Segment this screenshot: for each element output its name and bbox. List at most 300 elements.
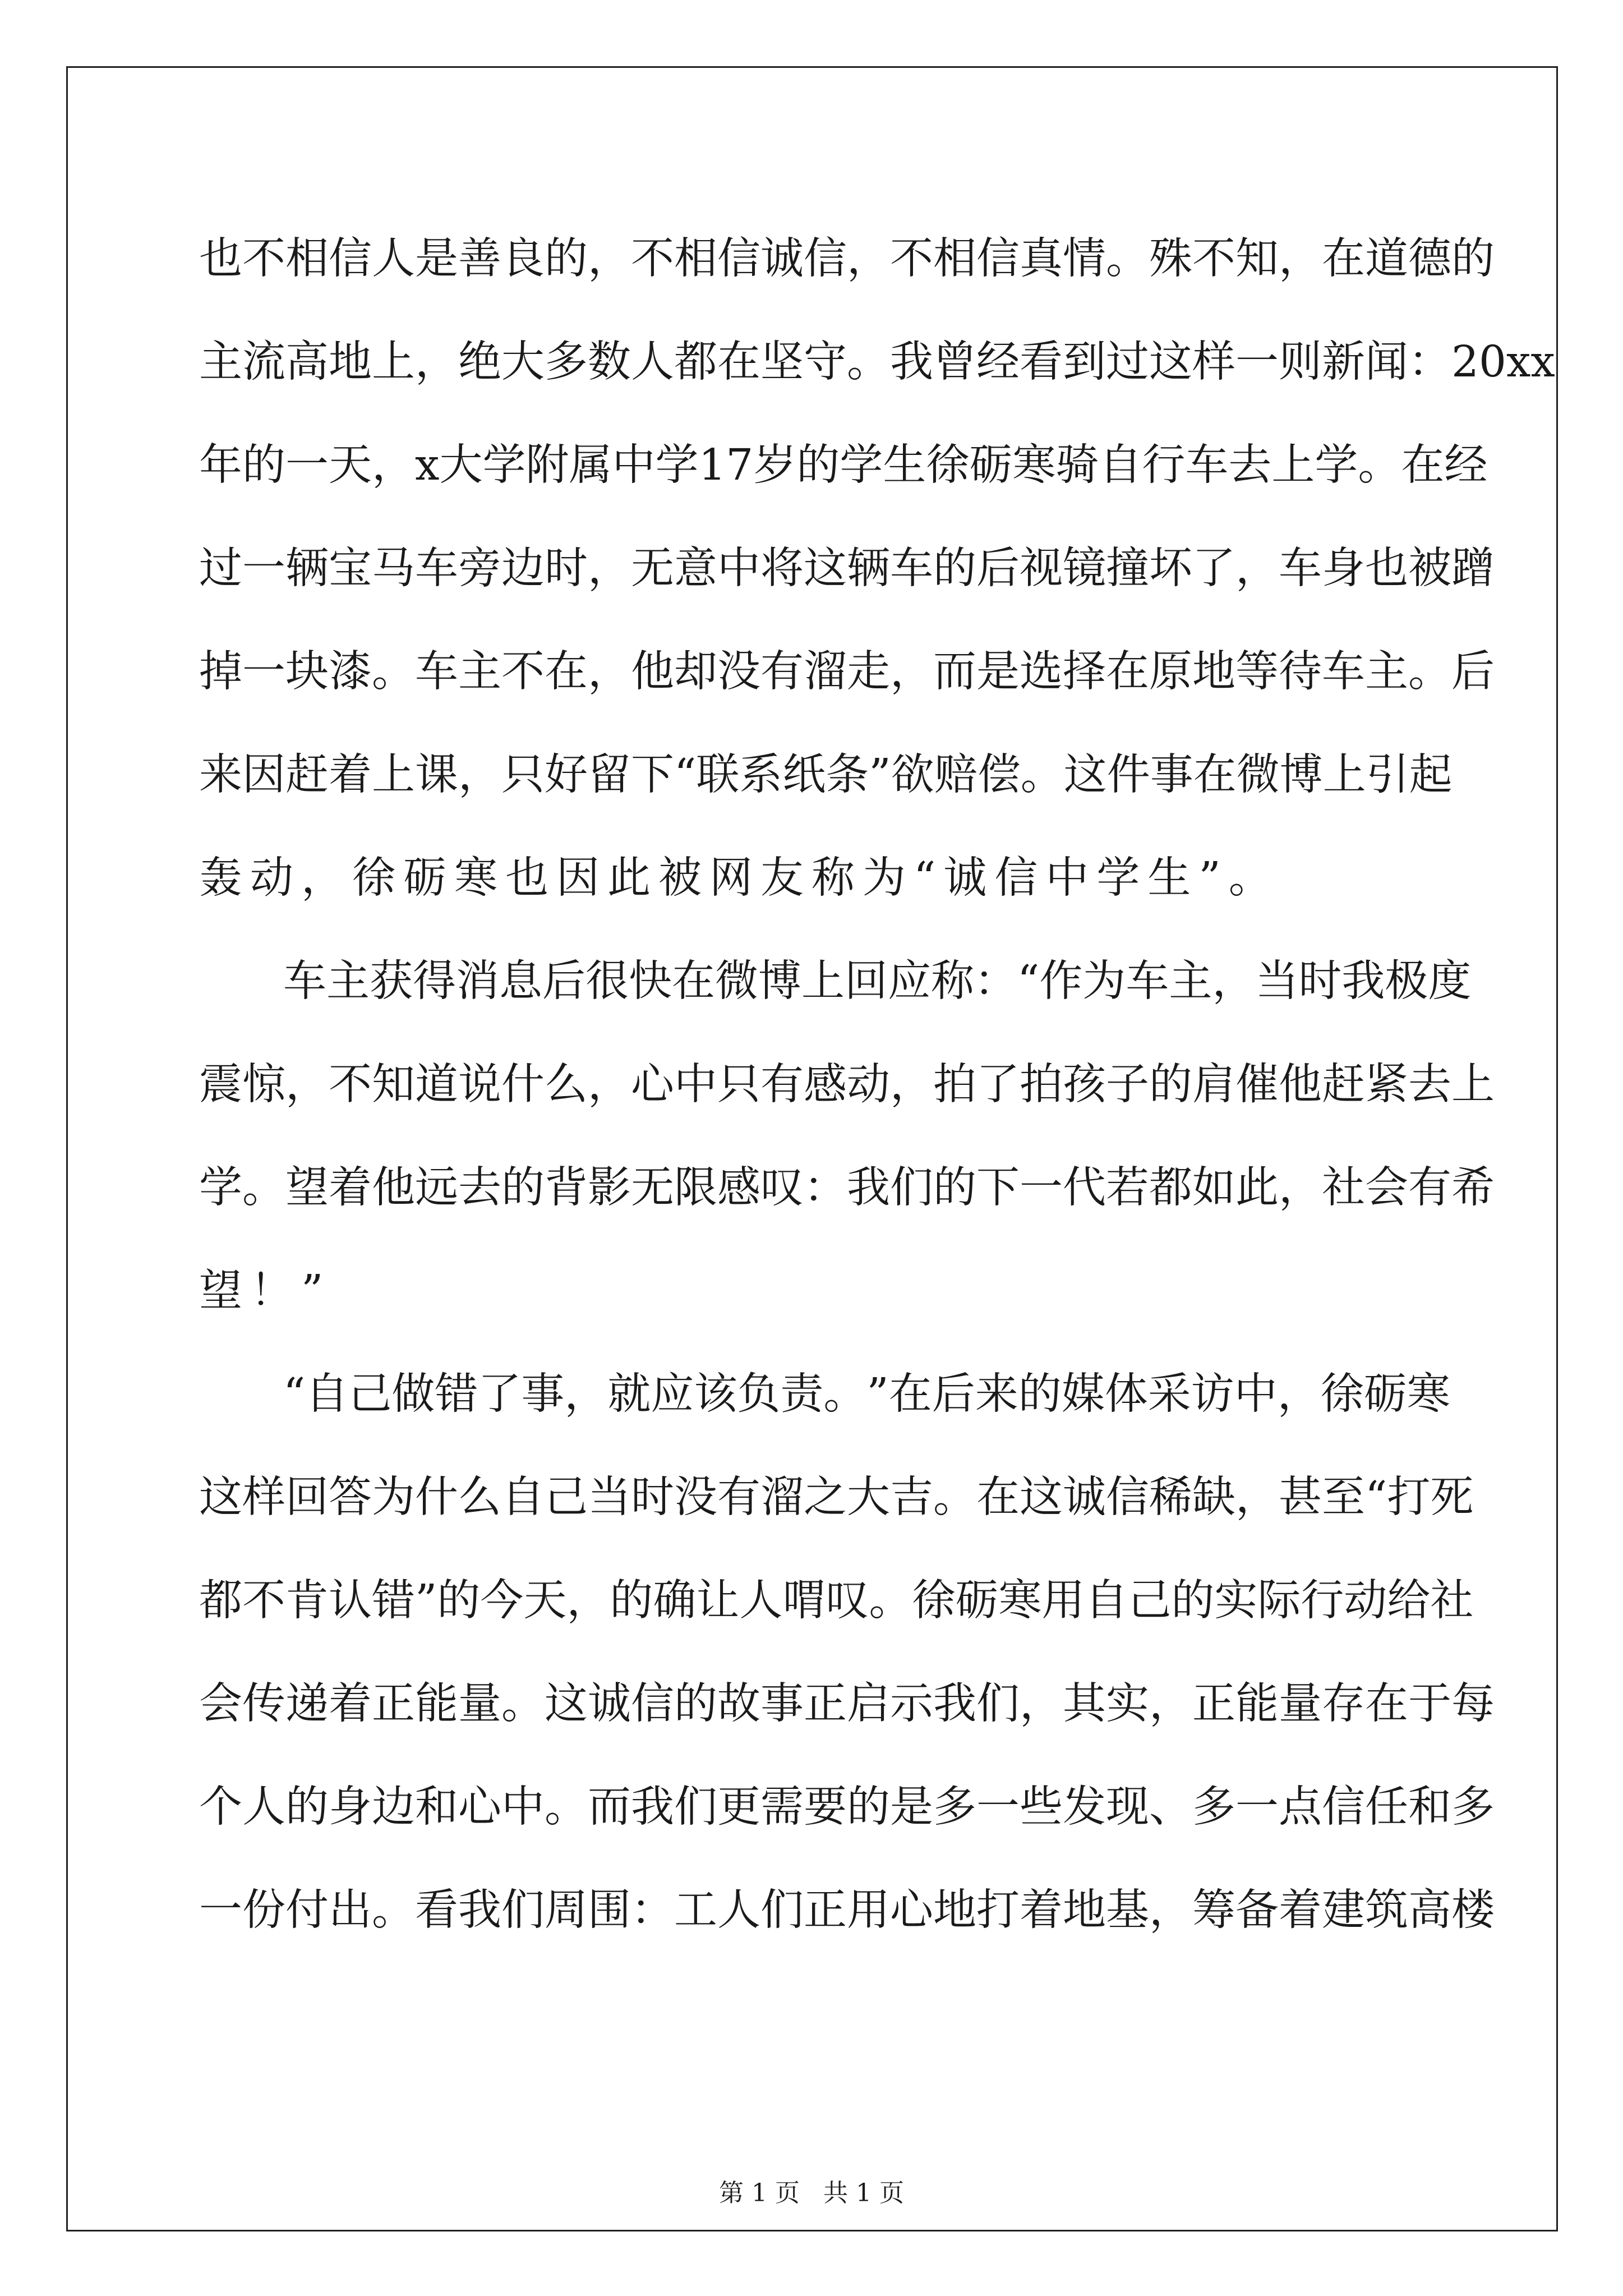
text-char: 回 (285, 1473, 329, 1522)
text-char: 孩 (1063, 1060, 1106, 1110)
text-char: 人 (242, 1782, 285, 1832)
text-char: 的 (1451, 234, 1495, 284)
text-char: 高 (285, 337, 329, 387)
text-char: 叹 (760, 1163, 804, 1213)
text-char: 撞 (1106, 544, 1149, 593)
text-char: 的 (610, 1576, 653, 1626)
text-char: 我 (631, 1782, 674, 1832)
text-char: 甚 (1279, 1473, 1322, 1522)
text-char: 学 (482, 440, 526, 490)
text-char: 原 (1149, 647, 1192, 697)
text-char: 一 (199, 1885, 242, 1935)
text-char: ， (458, 750, 501, 800)
text-char: 在 (976, 1473, 1020, 1522)
text-char: 高 (1408, 1885, 1451, 1935)
text-char: 大 (501, 337, 545, 387)
text-char: 就 (607, 1369, 651, 1419)
text-char: 信 (976, 234, 1020, 284)
text-char: 这 (545, 1679, 588, 1729)
text-char: 徐 (926, 440, 970, 490)
text-char: 辆 (285, 544, 329, 593)
text-char: 大 (847, 1473, 890, 1522)
text-char: 心 (458, 1782, 501, 1832)
text-char: “ (1365, 1473, 1387, 1522)
text-char: 能 (415, 1679, 458, 1729)
text-char: 份 (242, 1885, 285, 1935)
text-char: 块 (285, 647, 329, 697)
text-char: 诚 (588, 1679, 631, 1729)
text-char: 际 (1257, 1576, 1301, 1626)
text-char: 择 (1063, 647, 1106, 697)
text-char: 等 (1235, 647, 1279, 697)
text-char: 拍 (1020, 1060, 1063, 1110)
text-char: 多 (1451, 1782, 1495, 1832)
text-char: “ (283, 1369, 306, 1419)
text-char: 事 (1150, 750, 1193, 800)
text-char: 需 (760, 1782, 804, 1832)
text-char: 良 (501, 234, 545, 284)
text-char: 主 (1169, 956, 1212, 1006)
text-char: 信 (804, 234, 847, 284)
text-char: 中 (612, 440, 656, 490)
text-char: 自 (501, 1473, 545, 1522)
text-char: 着 (1020, 1885, 1063, 1935)
text-char: 的 (933, 544, 976, 593)
text-char: 漆 (329, 647, 372, 697)
text-char: 的 (933, 1163, 976, 1213)
text-char: 上 (372, 750, 415, 800)
text-char: ， (588, 1060, 631, 1110)
text-char: 现 (1106, 1782, 1149, 1832)
text-char: 看 (1020, 337, 1063, 387)
text-char: 相 (933, 234, 976, 284)
text-char: 递 (285, 1679, 329, 1729)
text-char: 在 (672, 956, 715, 1006)
text-char: 信 (631, 1679, 674, 1729)
text-char: 信 (1322, 1782, 1365, 1832)
text-char: 自 (1085, 1576, 1128, 1626)
text-char: 快 (629, 956, 672, 1006)
text-char: 一 (242, 544, 285, 593)
text-char: ， (1235, 1473, 1279, 1522)
text-char: 个 (199, 1782, 242, 1832)
text-line (199, 517, 1495, 620)
text-char: 砺 (1363, 1369, 1407, 1419)
text-char: 们 (976, 1679, 1020, 1729)
text-char: 缺 (1192, 1473, 1235, 1522)
text-char: 子 (1106, 1060, 1149, 1110)
text-char: 事 (521, 1369, 565, 1419)
text-char: 样 (1192, 337, 1235, 387)
text-char: 用 (1041, 1576, 1085, 1626)
text-line-content: 望！” (199, 1266, 331, 1316)
text-char: 砺 (955, 1576, 999, 1626)
text-char: 们 (760, 1885, 804, 1935)
text-char: 信 (1106, 1473, 1149, 1522)
text-char: 辆 (847, 544, 890, 593)
text-char: 诚 (760, 234, 804, 284)
text-char: 确 (653, 1576, 697, 1626)
text-line (199, 930, 1472, 1033)
text-char: 样 (242, 1473, 285, 1522)
text-char: 么 (545, 1060, 588, 1110)
text-char: 赔 (934, 750, 978, 800)
text-char: 此 (1235, 1163, 1279, 1213)
text-char: 将 (760, 544, 804, 593)
text-char: 的 (545, 234, 588, 284)
text-char: 很 (585, 956, 629, 1006)
text-char: 这 (1063, 750, 1107, 800)
text-char: 相 (674, 234, 717, 284)
text-char: 动 (1344, 1576, 1387, 1626)
text-char: 上 (1322, 750, 1366, 800)
text-char: 什 (415, 1473, 458, 1522)
text-char: 示 (890, 1679, 933, 1729)
text-char: 被 (1408, 544, 1451, 593)
text-char: 这 (1149, 337, 1192, 387)
text-char: 社 (1322, 1163, 1365, 1213)
text-char: 天 (523, 1576, 567, 1626)
text-char: 回 (845, 956, 888, 1006)
text-char: 。 (372, 1885, 415, 1935)
text-char: 的 (847, 1782, 890, 1832)
text-char: 多 (933, 1782, 976, 1832)
text-char: 都 (674, 337, 717, 387)
text-char: 喟 (782, 1576, 826, 1626)
text-char: 正 (804, 1679, 847, 1729)
text-line (199, 827, 1430, 930)
text-char: 后 (976, 544, 1020, 593)
text-char: 人 (372, 234, 415, 284)
text-char: 岁 (753, 440, 797, 490)
text-char: 要 (804, 1782, 847, 1832)
text-line (199, 208, 1495, 311)
text-char: 正 (804, 1885, 847, 1935)
text-line (199, 311, 1555, 414)
text-char: 没 (674, 1473, 717, 1522)
text-char: 于 (1408, 1679, 1451, 1729)
text-char: 不 (890, 234, 933, 284)
text-line (199, 1033, 1495, 1137)
text-char: 车 (415, 647, 458, 697)
text-char: “ (1017, 956, 1040, 1006)
text-char: 地 (1192, 647, 1235, 697)
text-char: 让 (696, 1576, 740, 1626)
text-char: 量 (458, 1679, 501, 1729)
text-char: x (415, 440, 440, 490)
text-char: 故 (717, 1679, 760, 1729)
text-char: ， (847, 234, 890, 284)
text-char: 催 (1235, 1060, 1279, 1110)
text-char: 当 (1255, 956, 1299, 1006)
text-char: 影 (588, 1163, 631, 1213)
text-char: 说 (458, 1060, 501, 1110)
text-char: 上 (372, 337, 415, 387)
text-char: ” (869, 750, 891, 800)
text-char: 的 (1149, 1060, 1192, 1110)
text-char: 视 (1020, 544, 1063, 593)
text-char: 的 (285, 1782, 329, 1832)
text-char: 相 (285, 234, 329, 284)
text-char: 不 (1192, 234, 1235, 284)
text-char: 在 (1322, 234, 1365, 284)
text-char: 后 (932, 1369, 975, 1419)
text-char: 条 (826, 750, 869, 800)
text-char: 道 (1365, 234, 1408, 284)
text-char: 他 (1279, 1060, 1322, 1110)
text-char: 。 (545, 1782, 588, 1832)
text-char: 惊 (242, 1060, 285, 1110)
text-char: 中 (674, 1060, 717, 1110)
text-char: 。 (1106, 234, 1149, 284)
page-number: 第 1 页 (719, 2179, 800, 2207)
text-char: 。 (1020, 750, 1064, 800)
text-char: 待 (1279, 647, 1322, 697)
text-char: 我 (890, 337, 933, 387)
text-char: 系 (739, 750, 783, 800)
text-char: 采 (1147, 1369, 1191, 1419)
text-char: ” (415, 1576, 437, 1626)
text-char: 上 (801, 956, 845, 1006)
text-char: 己 (545, 1473, 588, 1522)
text-char: 20xx (1451, 337, 1555, 387)
text-char: 身 (329, 1782, 372, 1832)
text-char: 。 (847, 337, 890, 387)
text-char: 主 (458, 647, 501, 697)
text-char: 为 (1082, 956, 1126, 1006)
text-char: ， (1279, 234, 1322, 284)
text-char: 。 (869, 1576, 912, 1626)
text-char: 而 (933, 647, 976, 697)
text-char: 这 (804, 544, 847, 593)
text-char: 只 (717, 1060, 760, 1110)
text-char: 有 (760, 1060, 804, 1110)
text-char: 去 (458, 1163, 501, 1213)
text-char: 远 (415, 1163, 458, 1213)
text-char: 车 (1279, 544, 1322, 593)
text-char: 楼 (1451, 1885, 1495, 1935)
text-char: 量 (1279, 1679, 1322, 1729)
text-char: 人 (717, 1885, 760, 1935)
text-char: 稀 (1149, 1473, 1192, 1522)
text-char: 、 (1149, 1782, 1192, 1832)
text-char: 坏 (1149, 544, 1192, 593)
text-char: 称 (931, 956, 974, 1006)
text-char: 好 (545, 750, 588, 800)
text-char: 有 (717, 1473, 760, 1522)
text-char: 时 (1298, 956, 1342, 1006)
text-char: 任 (1365, 1782, 1408, 1832)
text-char: 赶 (285, 750, 329, 800)
text-char: 肯 (285, 1576, 329, 1626)
text-char: 我 (458, 1885, 501, 1935)
text-char: 获 (370, 956, 413, 1006)
text-char: 围 (588, 1885, 631, 1935)
text-char: 传 (242, 1679, 285, 1729)
text-char: 们 (890, 1163, 933, 1213)
text-char: 也 (199, 234, 242, 284)
text-char: 殊 (1149, 234, 1192, 284)
text-char: 着 (329, 1163, 372, 1213)
text-char: 了 (1192, 544, 1235, 593)
text-char: 今 (480, 1576, 524, 1626)
text-char: 博 (1279, 750, 1323, 800)
text-char: 无 (631, 544, 674, 593)
text-char: 地 (329, 337, 372, 387)
text-char: 的 (1018, 1369, 1062, 1419)
text-char: 。 (501, 1679, 545, 1729)
text-char: 付 (285, 1885, 329, 1935)
text-char: 镜 (1063, 544, 1106, 593)
text-char: 知 (1235, 234, 1279, 284)
text-line (199, 414, 1488, 517)
text-char: 不 (242, 1576, 285, 1626)
text-char: 筑 (1365, 1885, 1408, 1935)
text-char: 给 (1387, 1576, 1431, 1626)
text-char: 真 (1020, 234, 1063, 284)
text-char: 是 (415, 234, 458, 284)
text-char: 主 (1365, 647, 1408, 697)
text-char: 死 (1430, 1473, 1474, 1522)
text-char: 去 (1408, 1060, 1451, 1110)
text-char: 和 (1408, 1782, 1451, 1832)
text-char: 备 (1235, 1885, 1279, 1935)
text-char: 这 (199, 1473, 242, 1522)
text-char: ： (1408, 337, 1451, 387)
text-char: 如 (1192, 1163, 1235, 1213)
text-char: 一 (242, 647, 285, 697)
text-char: 学 (199, 1163, 242, 1213)
text-char: 边 (372, 1782, 415, 1832)
text-char: 事 (760, 1679, 804, 1729)
text-char: 应 (888, 956, 931, 1006)
text-char: 知 (372, 1060, 415, 1110)
text-char: ， (588, 647, 631, 697)
text-char: 大 (439, 440, 483, 490)
text-char: 人 (631, 337, 674, 387)
text-char: 溜 (760, 1473, 804, 1522)
text-char: 基 (1106, 1885, 1149, 1935)
text-char: ， (285, 1060, 329, 1110)
document-body (199, 208, 1555, 1962)
text-char: 自 (305, 1369, 349, 1419)
text-char: 应 (651, 1369, 694, 1419)
text-line (199, 620, 1495, 724)
text-char: 多 (545, 337, 588, 387)
text-char: 度 (1428, 956, 1472, 1006)
text-char: 车 (890, 544, 933, 593)
text-char: 更 (717, 1782, 760, 1832)
text-char: 在 (1365, 1679, 1408, 1729)
text-char: 消 (456, 956, 499, 1006)
text-char: 天 (329, 440, 372, 490)
text-char: 旁 (458, 544, 501, 593)
text-char: 信 (717, 234, 760, 284)
text-char: 过 (1106, 337, 1149, 387)
text-char: 来 (975, 1369, 1018, 1419)
text-char: 启 (847, 1679, 890, 1729)
text-char: ， (588, 234, 631, 284)
text-char: 心 (631, 1060, 674, 1110)
text-char: 出 (329, 1885, 372, 1935)
text-char: 博 (758, 956, 801, 1006)
text-char: 一 (1020, 1163, 1063, 1213)
text-char: ， (564, 1369, 608, 1419)
text-char: 行 (1142, 440, 1186, 490)
text-char: 中 (501, 1782, 545, 1832)
text-char: 中 (1234, 1369, 1278, 1419)
text-char: 我 (847, 1163, 890, 1213)
text-char: 责 (780, 1369, 824, 1419)
page-footer (0, 2177, 1623, 2210)
text-char: 之 (804, 1473, 847, 1522)
text-char: 他 (372, 1163, 415, 1213)
text-char: 的 (796, 440, 840, 490)
text-char: 看 (415, 1885, 458, 1935)
text-char: 们 (501, 1885, 545, 1935)
text-char: 负 (737, 1369, 781, 1419)
text-char: 也 (1365, 544, 1408, 593)
text-char: 课 (415, 750, 458, 800)
text-char: 车 (283, 956, 326, 1006)
text-char: 能 (1235, 1679, 1279, 1729)
text-char: 后 (542, 956, 585, 1006)
text-char: 时 (545, 544, 588, 593)
text-char: 马 (372, 544, 415, 593)
text-char: 地 (1063, 1885, 1106, 1935)
text-char: ， (1149, 1885, 1192, 1935)
text-char: 他 (631, 647, 674, 697)
text-char: 绝 (458, 337, 501, 387)
text-char: 上 (1451, 1060, 1495, 1110)
text-line (199, 1343, 1450, 1446)
text-char: 肩 (1192, 1060, 1235, 1110)
text-char: 掉 (199, 647, 242, 697)
text-char: 是 (976, 647, 1020, 697)
text-char: 守 (804, 337, 847, 387)
text-char: 实 (1214, 1576, 1258, 1626)
text-char: 因 (242, 750, 285, 800)
text-char: 得 (413, 956, 456, 1006)
text-char: 着 (1279, 1885, 1322, 1935)
text-char: 有 (1408, 1163, 1451, 1213)
text-char: 和 (415, 1782, 458, 1832)
text-char: 后 (1451, 647, 1495, 697)
text-char: 震 (199, 1060, 242, 1110)
text-char: 打 (976, 1885, 1020, 1935)
text-line (199, 1756, 1495, 1859)
text-char: 微 (1236, 750, 1280, 800)
text-char: 打 (1387, 1473, 1431, 1522)
text-char: 闻 (1365, 337, 1408, 387)
text-char: 而 (588, 1782, 631, 1832)
text-char: 紧 (1365, 1060, 1408, 1110)
text-char: 。 (372, 647, 415, 697)
text-char: 了 (976, 1060, 1020, 1110)
text-char: 望 (285, 1163, 329, 1213)
text-char: ， (1279, 1163, 1322, 1213)
text-char: 无 (631, 1163, 674, 1213)
text-char: 周 (545, 1885, 588, 1935)
text-char: 正 (1192, 1679, 1235, 1729)
text-char: ， (1020, 1679, 1063, 1729)
text-char: 么 (458, 1473, 501, 1522)
text-char: 道 (415, 1060, 458, 1110)
text-char: 曾 (933, 337, 976, 387)
text-char: 背 (545, 1163, 588, 1213)
text-char: 在 (1193, 750, 1237, 800)
text-line (199, 1137, 1495, 1240)
